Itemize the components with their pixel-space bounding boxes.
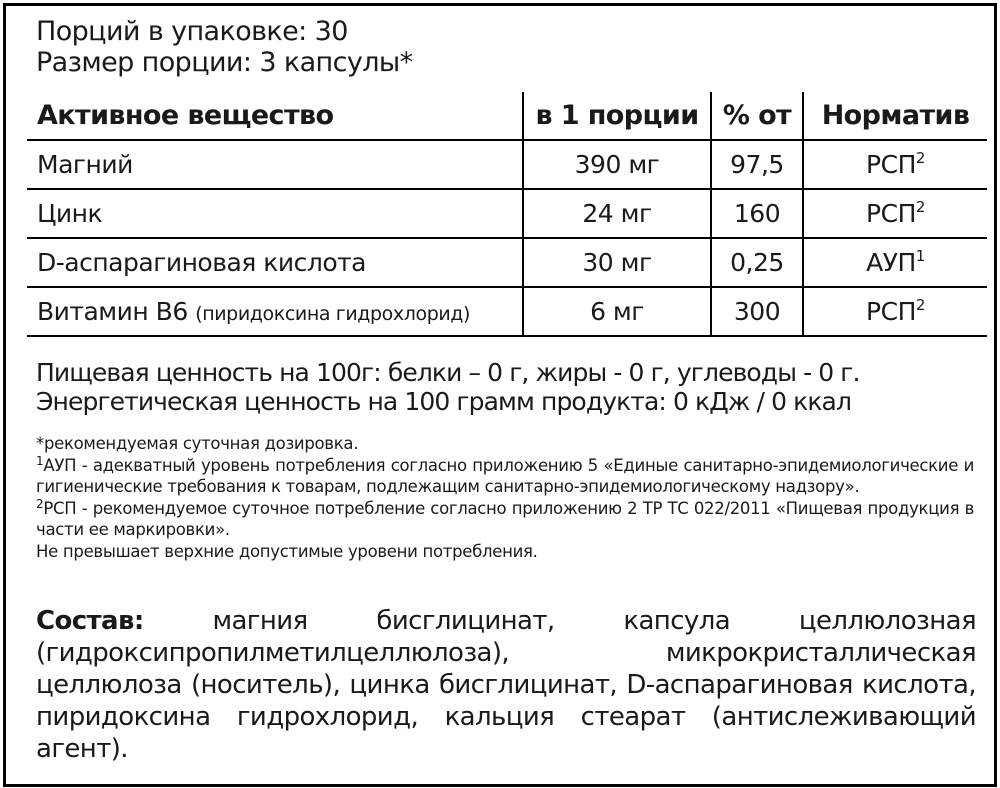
substance-note: (пиридоксина гидрохлорид) (195, 303, 471, 325)
active-substances-table (27, 92, 987, 337)
footnote-ref: 1 (36, 453, 44, 468)
substance-norm (803, 287, 987, 336)
serving-size: Размер порции: 3 капсулы* (36, 47, 413, 78)
substance-norm (803, 238, 987, 287)
norm-text: РСП (866, 297, 916, 326)
table-row (27, 287, 987, 336)
footnote-aup (36, 455, 974, 498)
servings-per-pack: Порций в упаковке: 30 (36, 16, 348, 47)
composition-label: Состав: (36, 606, 144, 636)
footnote-limit: Не превышает верхние допустимые уровени потребления. (36, 541, 538, 561)
footnotes (36, 433, 974, 562)
norm-text: РСП (866, 150, 916, 179)
table-row (27, 140, 987, 189)
supplement-facts-label (3, 3, 997, 787)
footnote-rsp (36, 498, 974, 541)
substance-amount: 30 мг (523, 238, 711, 287)
substance-amount: 390 мг (523, 140, 711, 189)
nutrition-line: Пищевая ценность на 100г: белки – 0 г, жиры - 0 г, углеводы - 0 г. (36, 358, 860, 387)
norm-ref: 1 (915, 247, 925, 265)
header-percent: % от (711, 92, 803, 140)
composition-paragraph (36, 605, 976, 765)
substance-name-text: Магний (37, 150, 133, 179)
nutrition-values (36, 358, 860, 416)
footnote-ref: 2 (36, 496, 44, 511)
substance-name (27, 189, 523, 238)
substance-name (27, 238, 523, 287)
header-norm: Норматив (803, 92, 987, 140)
norm-ref: 2 (915, 198, 925, 216)
substance-name (27, 140, 523, 189)
substance-name-text: Цинк (37, 199, 103, 228)
energy-line: Энергетическая ценность на 100 грамм продукта: 0 кДж / 0 ккал (36, 387, 852, 416)
norm-text: АУП (866, 248, 916, 277)
header-per-serving: в 1 порции (523, 92, 711, 140)
footnote-text: АУП - адекватный уровень потребления согласно приложению 5 «Единые санитарно-эпидемиологические и гигиенические требования к товарам, подлежащим санитарно-эпидемиологическому надзору». (36, 455, 974, 496)
norm-ref: 2 (915, 296, 925, 314)
composition-text: магния бисглицинат, капсула целлюлозная (гидроксипропилметилцеллюлоза), микрокристаллическая целлюлоза (носитель), цинка бисглицинат, D-аспарагиновая кислота, пиридоксина гидрохлорид, кальция стеарат (антислеживающий агент). (36, 606, 976, 764)
substance-percent: 0,25 (711, 238, 803, 287)
header-substance: Активное вещество (27, 92, 523, 140)
substance-percent: 300 (711, 287, 803, 336)
footnote-recommended: *рекомендуемая суточная дозировка. (36, 434, 359, 453)
table-header-row (27, 92, 987, 140)
substance-norm (803, 140, 987, 189)
footnote-text: РСП - рекомендуемое суточное потребление согласно приложению 2 ТР ТС 022/2011 «Пищевая продукция в части ее маркировки». (36, 498, 974, 539)
substance-percent: 160 (711, 189, 803, 238)
substance-percent: 97,5 (711, 140, 803, 189)
norm-ref: 2 (915, 149, 925, 167)
substance-amount: 24 мг (523, 189, 711, 238)
substance-name-text: Витамин В6 (37, 297, 188, 326)
table-row (27, 238, 987, 287)
table-row (27, 189, 987, 238)
substance-amount: 6 мг (523, 287, 711, 336)
serving-info (36, 16, 413, 78)
substance-norm (803, 189, 987, 238)
norm-text: РСП (866, 199, 916, 228)
substance-name (27, 287, 523, 336)
composition (36, 605, 976, 765)
substance-name-text: D-аспарагиновая кислота (37, 248, 367, 277)
